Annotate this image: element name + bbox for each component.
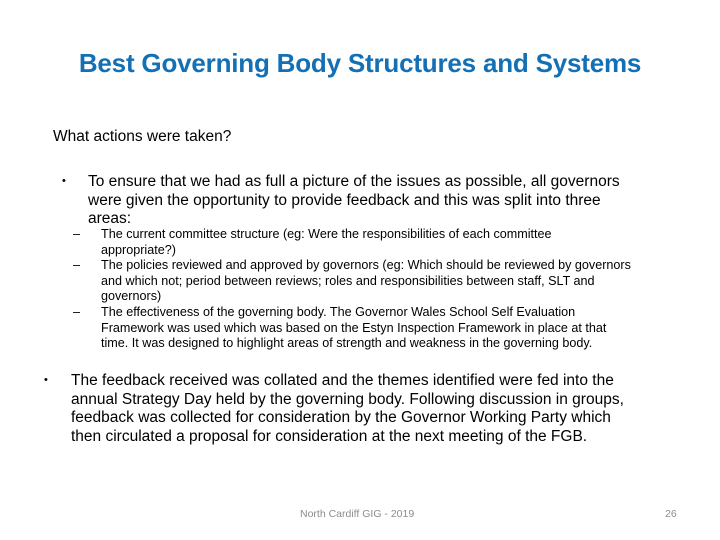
bullet-line: then circulated a proposal for consideration at the next meeting of the FGB. [71, 427, 588, 445]
bullet-line: feedback was collected for consideration by the Governor Working Party which [71, 409, 611, 426]
page-number: 26 [665, 508, 677, 520]
sub-item-committee-structure [73, 227, 695, 258]
bullet-line: The feedback received was collated and the themes identified were fed into the [71, 372, 614, 389]
bullet-marker: • [44, 374, 48, 386]
sub-item-line: The policies reviewed and approved by governors (eg: Which should be reviewed by governors [101, 258, 631, 273]
dash-marker: – [73, 227, 81, 241]
bullet-line: To ensure that we had as full a picture of the issues as possible, all governors [88, 173, 620, 190]
dash-marker: – [73, 304, 81, 319]
footer-text: North Cardiff GIG - 2019 [300, 508, 415, 520]
slide-title: Best Governing Body Structures and Systems [78, 48, 642, 78]
sub-item-policies [73, 258, 695, 305]
sub-item-line: time. It was designed to highlight areas of strength and weakness in the governing body. [101, 336, 593, 351]
sub-list [73, 227, 695, 352]
bullet-marker: • [62, 175, 66, 187]
bullet-line: areas: [88, 210, 132, 227]
dash-marker: – [73, 258, 81, 273]
bullet-item-2 [71, 372, 691, 446]
sub-item-effectiveness [73, 304, 695, 352]
bullet-line: were given the opportunity to provide feedback and this was split into three [88, 191, 601, 209]
sub-item-line: Framework was used which was based on the Estyn Inspection Framework in place at that [101, 320, 607, 335]
sub-item-line: and which not; period between reviews; roles and responsibilities between staff, SLT and [101, 273, 595, 288]
sub-item-line: The effectiveness of the governing body. The Governor Wales School Self Evaluation [101, 304, 576, 319]
bullet-line: annual Strategy Day held by the governing body. Following discussion in groups, [71, 390, 624, 408]
sub-item-line: governors) [101, 289, 162, 304]
bullet-item-1 [88, 173, 688, 229]
sub-item-line: The current committee structure (eg: Were the responsibilities of each committee [101, 227, 552, 241]
sub-item-line: appropriate?) [101, 242, 176, 257]
subheading: What actions were taken? [53, 128, 232, 145]
